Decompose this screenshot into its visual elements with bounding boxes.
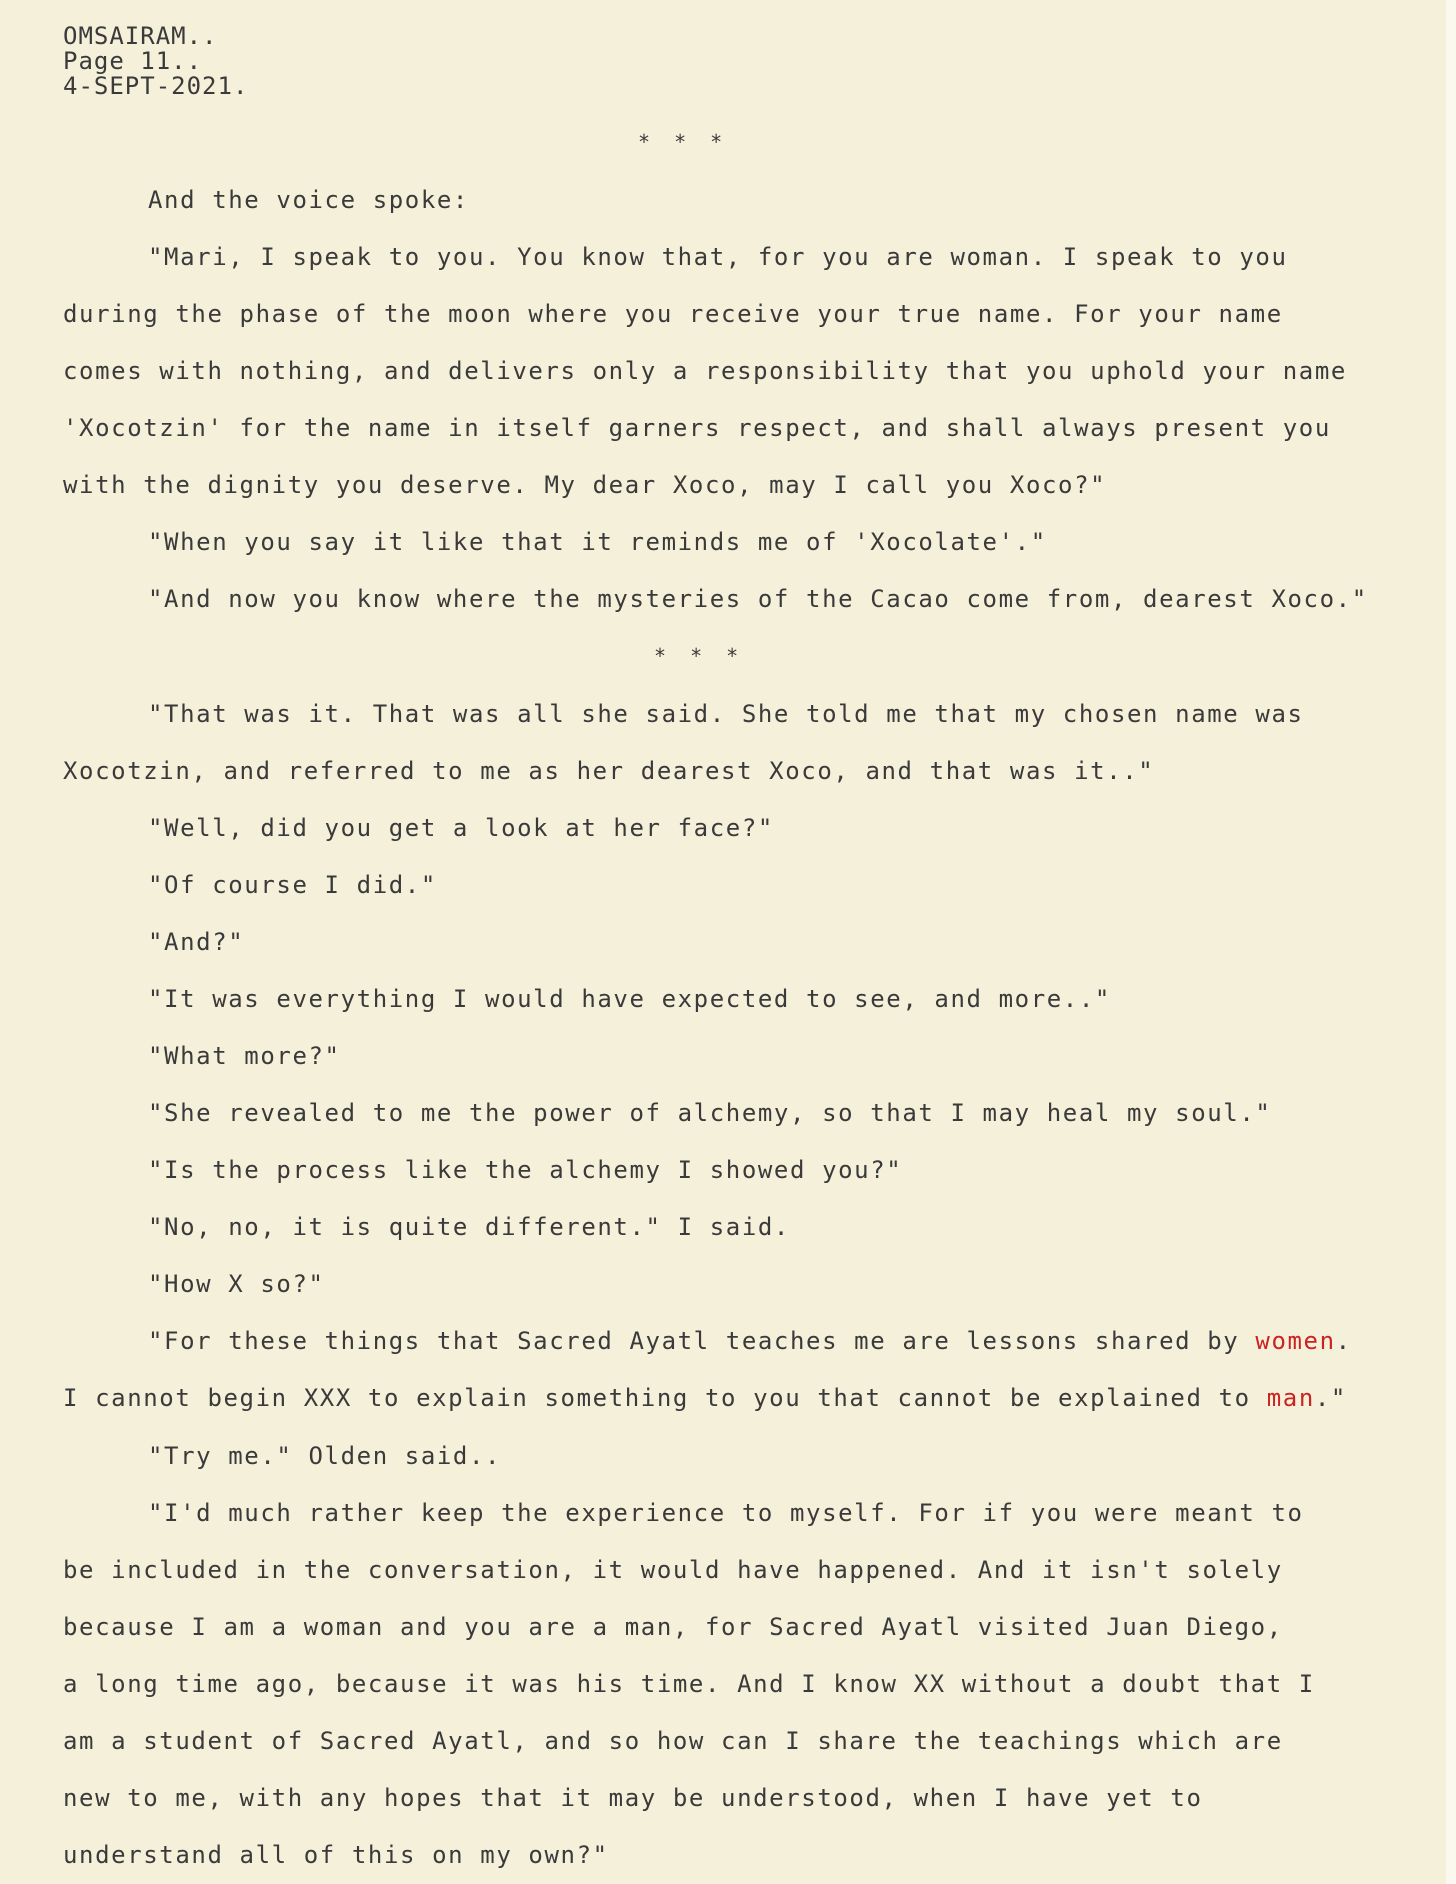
- text-line: [63, 1384, 1347, 1412]
- red-word-man: man: [1266, 1384, 1315, 1412]
- header-line-1: OMSAIRAM..: [63, 22, 218, 50]
- text-line: "It was everything I would have expected to see, and more..": [148, 985, 1111, 1013]
- text-line: understand all of this on my own?": [63, 1841, 609, 1869]
- text-line: "What more?": [148, 1042, 341, 1070]
- text-segment: "For these things that Sacred Ayatl teaches me are lessons shared by: [148, 1327, 1256, 1355]
- text-segment: .: [1335, 1327, 1352, 1355]
- text-line: "And now you know where the mysteries of the Cacao come from, dearest Xoco.": [148, 585, 1368, 613]
- page-edge: [1446, 0, 1456, 1884]
- text-segment: I cannot begin XXX to explain something to you that cannot be explained to: [63, 1384, 1251, 1412]
- header-line-3: 4-SEPT-2021.: [63, 72, 249, 100]
- text-line: with the dignity you deserve. My dear Xoco, may I call you Xoco?": [63, 471, 1107, 499]
- text-line: "When you say it like that it reminds me of 'Xocolate'.": [148, 528, 1047, 556]
- text-line: "Try me." Olden said..: [148, 1442, 502, 1470]
- text-line: a long time ago, because it was his time. And I know XX without a doubt that I: [63, 1670, 1315, 1698]
- text-line: because I am a woman and you are a man, for Sacred Ayatl visited Juan Diego,: [63, 1613, 1283, 1641]
- text-line: "How X so?": [148, 1270, 325, 1298]
- text-line: new to me, with any hopes that it may be understood, when I have yet to: [63, 1784, 1203, 1812]
- text-line: comes with nothing, and delivers only a responsibility that you uphold your name: [63, 357, 1347, 385]
- text-line: be included in the conversation, it would have happened. And it isn't solely: [63, 1556, 1283, 1584]
- header-line-2: Page 11..: [63, 47, 203, 75]
- text-line: And the voice spoke:: [148, 186, 469, 214]
- text-line: [148, 1327, 1352, 1355]
- text-line: "Is the process like the alchemy I showed you?": [148, 1156, 903, 1184]
- text-line: "Mari, I speak to you. You know that, for you are woman. I speak to you: [148, 243, 1288, 271]
- text-line: "And?": [148, 928, 245, 956]
- section-separator: * * *: [654, 644, 745, 668]
- section-separator: * * *: [638, 130, 729, 154]
- text-line: "That was it. That was all she said. She told me that my chosen name was: [148, 700, 1304, 728]
- text-line: 'Xocotzin' for the name in itself garners respect, and shall always present you: [63, 414, 1331, 442]
- text-line: "Of course I did.": [148, 871, 437, 899]
- text-segment: .": [1314, 1384, 1347, 1412]
- text-line: Xocotzin, and referred to me as her dearest Xoco, and that was it..": [63, 757, 1155, 785]
- text-line: "Well, did you get a look at her face?": [148, 814, 774, 842]
- text-line: "I'd much rather keep the experience to myself. For if you were meant to: [148, 1499, 1304, 1527]
- text-line: "No, no, it is quite different." I said.: [148, 1213, 790, 1241]
- text-line: during the phase of the moon where you receive your true name. For your name: [63, 300, 1283, 328]
- red-word-women: women: [1255, 1327, 1336, 1355]
- text-line: "She revealed to me the power of alchemy, so that I may heal my soul.": [148, 1099, 1272, 1127]
- text-line: am a student of Sacred Ayatl, and so how can I share the teachings which are: [63, 1727, 1283, 1755]
